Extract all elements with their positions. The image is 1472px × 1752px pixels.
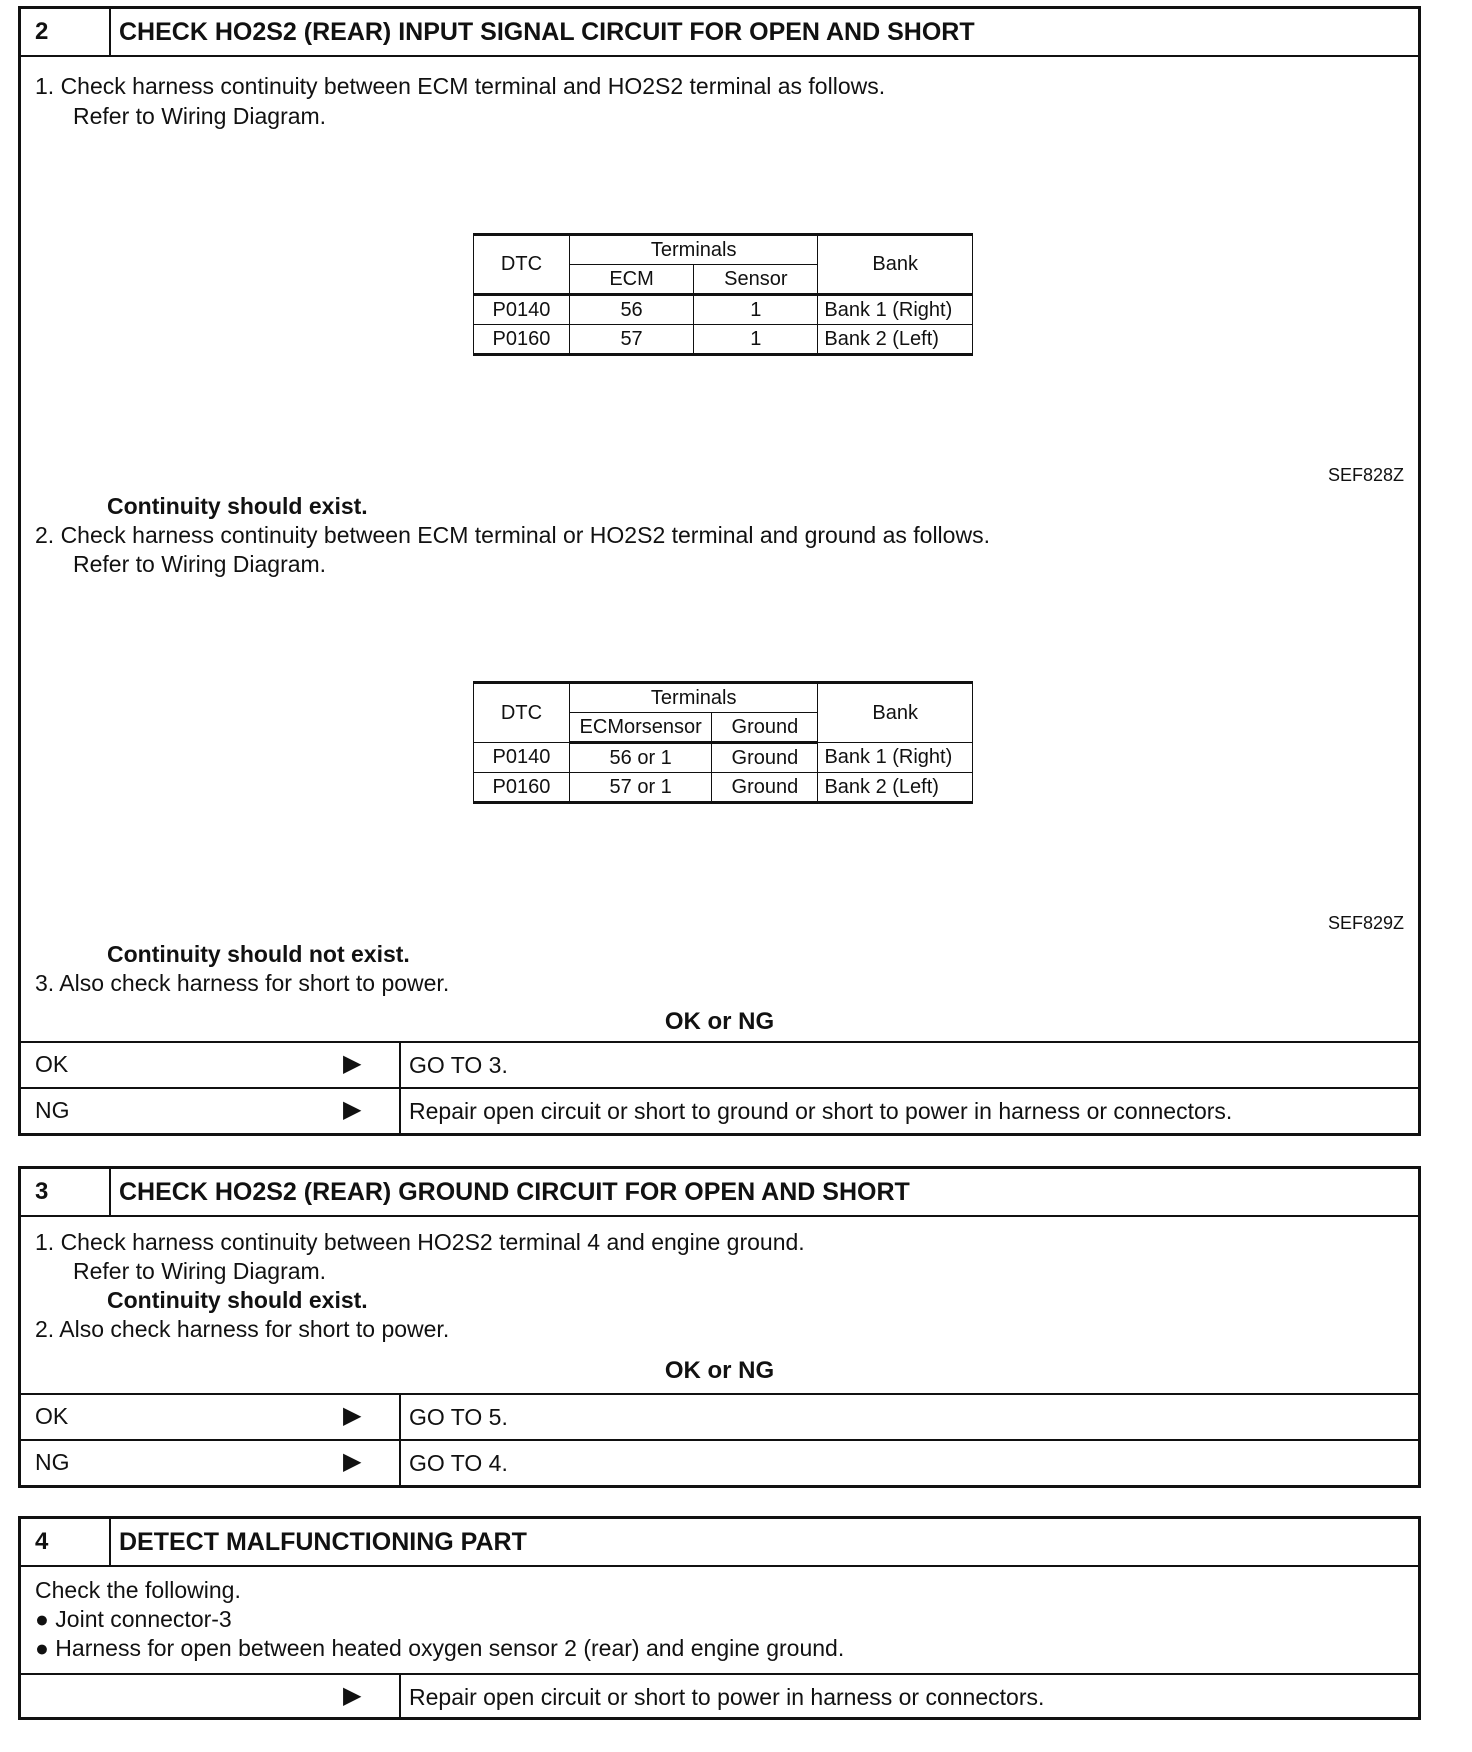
step-body — [21, 57, 1418, 1041]
cell-bank: Bank 1 (Right) — [818, 295, 973, 325]
instruction-line: 2. Check harness continuity between ECM terminal or HO2S2 terminal and ground as follows. — [35, 522, 990, 548]
instruction-line: Refer to Wiring Diagram. — [73, 551, 327, 577]
result-row — [21, 1673, 1418, 1719]
step-title: CHECK HO2S2 (REAR) INPUT SIGNAL CIRCUIT FOR OPEN AND SHORT — [119, 17, 975, 46]
step-4-box — [18, 1516, 1421, 1720]
result-row-ok — [21, 1393, 1418, 1439]
terminal-table-2 — [473, 681, 973, 804]
cell-ecm-or-sensor: 56 or 1 — [569, 743, 711, 773]
right-arrow-icon: ▶ — [343, 1096, 362, 1123]
step-number: 2 — [21, 9, 111, 55]
cell-dtc: P0140 — [474, 743, 570, 773]
col-ecm: ECM — [569, 265, 693, 295]
col-dtc: DTC — [474, 683, 570, 743]
figure-id: SEF829Z — [1327, 913, 1404, 933]
cell-ecm: 56 — [569, 295, 693, 325]
bullet-item: ● Joint connector-3 — [35, 1606, 232, 1632]
table-row — [474, 295, 973, 325]
result-key: OK — [35, 1403, 69, 1429]
instruction-line: 3. Also check harness for short to power. — [35, 970, 450, 996]
cell-dtc: P0160 — [474, 773, 570, 803]
step-header — [21, 1519, 1418, 1567]
result-value: Repair open circuit or short to ground or short to power in harness or connectors. — [409, 1097, 1233, 1124]
col-ground: Ground — [712, 713, 818, 743]
bullet-icon: ● — [35, 1635, 56, 1661]
cell-ecm-or-sensor: 57 or 1 — [569, 773, 711, 803]
result-key: NG — [35, 1449, 70, 1475]
result-value: GO TO 5. — [409, 1403, 508, 1430]
col-ecm-or-sensor: ECMorsensor — [569, 713, 711, 743]
instruction-line: 1. Check harness continuity between ECM terminal and HO2S2 terminal as follows. — [35, 73, 886, 99]
ok-or-ng-label: OK or NG — [664, 1357, 775, 1384]
step-body — [21, 1567, 1418, 1673]
col-terminals: Terminals — [569, 683, 817, 713]
table-row — [474, 773, 973, 803]
step-3-box — [18, 1166, 1421, 1488]
cell-dtc: P0140 — [474, 295, 570, 325]
result-row-ng — [21, 1087, 1418, 1133]
result-key: NG — [35, 1097, 70, 1123]
col-sensor: Sensor — [694, 265, 818, 295]
result-value: GO TO 3. — [409, 1051, 508, 1078]
col-terminals: Terminals — [569, 235, 817, 265]
cell-sensor: 1 — [694, 295, 818, 325]
step-number: 4 — [21, 1519, 111, 1565]
instruction-line: Refer to Wiring Diagram. — [73, 103, 327, 129]
bullet-icon: ● — [35, 1606, 56, 1632]
figure-id: SEF828Z — [1327, 465, 1404, 485]
step-title: DETECT MALFUNCTIONING PART — [119, 1527, 527, 1556]
right-arrow-icon: ▶ — [343, 1448, 362, 1475]
step-header — [21, 9, 1418, 57]
result-value: Repair open circuit or short to power in harness or connectors. — [409, 1683, 1045, 1710]
step-body — [21, 1217, 1418, 1393]
continuity-note: Continuity should exist. — [107, 1287, 368, 1313]
step-header — [21, 1169, 1418, 1217]
result-key: OK — [35, 1051, 69, 1077]
right-arrow-icon: ▶ — [343, 1050, 362, 1077]
step-title: CHECK HO2S2 (REAR) GROUND CIRCUIT FOR OPEN AND SHORT — [119, 1177, 910, 1206]
step-2-box — [18, 6, 1421, 1136]
cell-ecm: 57 — [569, 325, 693, 355]
instruction-line: 2. Also check harness for short to power. — [35, 1316, 450, 1342]
result-row-ng — [21, 1439, 1418, 1485]
ok-or-ng-label: OK or NG — [664, 1008, 775, 1035]
col-bank: Bank — [818, 683, 973, 743]
table-row — [474, 325, 973, 355]
right-arrow-icon: ▶ — [343, 1402, 362, 1429]
col-dtc: DTC — [474, 235, 570, 295]
bullet-item: ● Harness for open between heated oxygen sensor 2 (rear) and engine ground. — [35, 1635, 845, 1661]
right-arrow-icon: ▶ — [343, 1682, 362, 1709]
instruction-line: Check the following. — [35, 1577, 241, 1603]
cell-bank: Bank 2 (Left) — [818, 325, 973, 355]
instruction-line: Refer to Wiring Diagram. — [73, 1258, 327, 1284]
instruction-line: 1. Check harness continuity between HO2S2 terminal 4 and engine ground. — [35, 1229, 805, 1255]
cell-bank: Bank 2 (Left) — [818, 773, 973, 803]
continuity-note: Continuity should not exist. — [107, 941, 410, 967]
cell-bank: Bank 1 (Right) — [818, 743, 973, 773]
result-row-ok — [21, 1041, 1418, 1087]
step-number: 3 — [21, 1169, 111, 1215]
table-row — [474, 743, 973, 773]
continuity-note: Continuity should exist. — [107, 493, 368, 519]
cell-ground: Ground — [712, 743, 818, 773]
result-value: GO TO 4. — [409, 1449, 508, 1476]
terminal-table-1 — [473, 233, 973, 356]
cell-dtc: P0160 — [474, 325, 570, 355]
cell-sensor: 1 — [694, 325, 818, 355]
col-bank: Bank — [818, 235, 973, 295]
cell-ground: Ground — [712, 773, 818, 803]
